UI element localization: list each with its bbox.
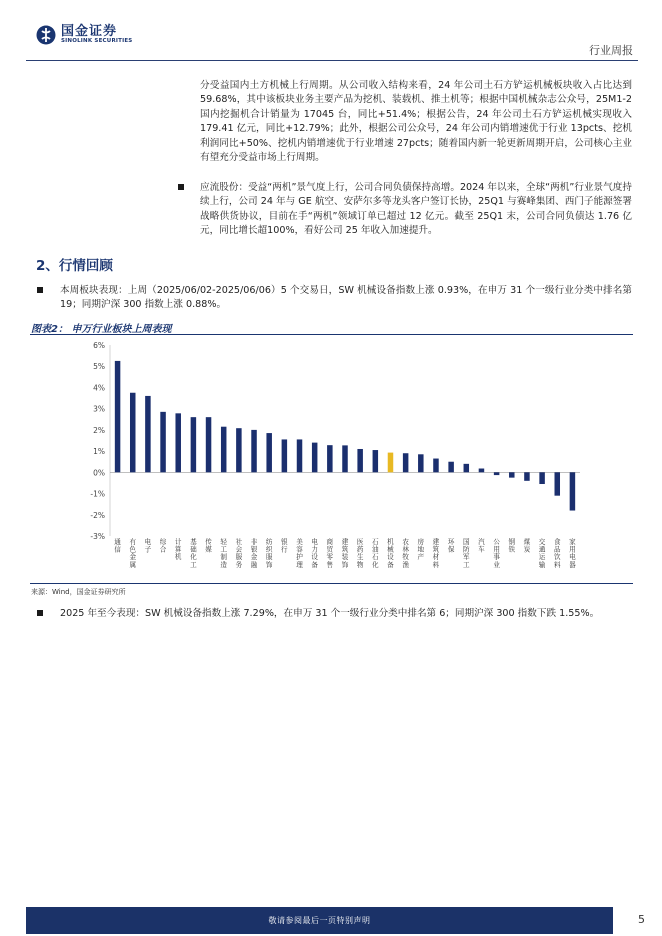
paragraph-ytd-performance: 2025 年至今表现：SW 机械设备指数上涨 7.29%，在申万 31 个一级行业分类中排名第 6；同期沪深 300 指数下跌 1.55%。	[60, 608, 600, 619]
footer-bar	[26, 907, 613, 934]
paragraph-yingliu: 应流股份：受益“两机”景气度上行，公司合同负债保持高增。2024 年以来，全球“两机”行业景气度持续上行，公司 24 年与 GE 航空、安萨尔多等龙头客户签订长协，25Q1 与赛峰集团、西门子能源签署战略供货协议，目前在手“两机”领域订单已超过 12 亿元。截至 25Q1 末，公司合同负债达 1.76 亿元，同比增长超100%，看好公司 25 年收入加速提升。	[200, 182, 632, 237]
x-tick-label: 计算机	[174, 538, 182, 562]
figure-source: 来源：Wind，国金证券研究所	[31, 588, 126, 596]
y-tick-label: -2%	[90, 510, 105, 520]
bar-电力设备	[312, 443, 318, 473]
y-tick-label: 6%	[93, 341, 105, 350]
x-tick-label: 社会服务	[235, 538, 243, 569]
bar-通信	[115, 361, 121, 472]
paragraph-continuation: 分受益国内土方机械上行周期。从公司收入结构来看，24 年公司土石方铲运机械板块收入占比达到 59.68%，其中该板块业务主要产品为挖机、装载机、推土机等；根据中国机械杂志公众号，25M1-2 国内挖掘机合计销量为 17045 台，同比+51.4%；根据公告，24 年公司土石方铲运机械实现收入 179.41 亿元，同比+12.79%；此外，根据公司公众号，24 年公司内销增速优于行业 13pcts、挖机利润同比+50%、挖机内销增速优于行业增速 27pcts；随着国内新一轮更新周期开启，公司核心主业有望充分受益市场上行周期。	[200, 80, 632, 164]
bar-计算机	[175, 413, 181, 472]
x-tick-label: 交通运输	[538, 538, 546, 569]
section-title: 2、行情回顾	[36, 258, 113, 274]
x-tick-label: 农林牧渔	[402, 538, 409, 569]
y-tick-label: -1%	[90, 489, 105, 499]
bullet-icon	[37, 287, 43, 293]
x-tick-label: 综合	[159, 538, 167, 554]
bar-机械设备	[388, 453, 394, 473]
y-tick-label: 3%	[93, 404, 105, 414]
bar-建筑材料	[433, 459, 439, 473]
x-tick-label: 银行	[281, 538, 288, 554]
x-tick-label: 基础化工	[190, 538, 197, 569]
bar-钢铁	[509, 472, 514, 477]
x-tick-label: 房地产	[417, 538, 425, 562]
bar-美容护理	[297, 439, 303, 472]
x-tick-label: 煤炭	[523, 538, 531, 554]
x-tick-label: 建筑装饰	[341, 538, 349, 569]
sector-performance-chart	[30, 335, 633, 583]
report-type: 行业周报	[589, 44, 633, 57]
bar-传媒	[206, 417, 212, 472]
bar-医药生物	[357, 449, 363, 472]
bar-食品饮料	[555, 472, 561, 495]
x-tick-label: 非银金融	[250, 538, 258, 569]
y-tick-label: 2%	[93, 425, 105, 435]
x-tick-label: 环保	[447, 538, 455, 554]
bar-社会服务	[236, 428, 242, 472]
bar-石油石化	[373, 450, 379, 472]
x-tick-label: 轻工制造	[220, 538, 228, 569]
bar-房地产	[418, 454, 424, 472]
y-tick-label: 5%	[93, 362, 105, 372]
x-tick-label: 公用事业	[493, 538, 500, 569]
figure-title: 图表2： 申万行业板块上周表现	[31, 324, 172, 335]
x-tick-label: 汽车	[478, 538, 485, 554]
x-tick-label: 传媒	[205, 538, 212, 554]
bar-交通运输	[539, 472, 545, 484]
bullet-icon	[37, 610, 43, 616]
figure-bottom-rule	[30, 583, 633, 584]
x-tick-label: 建筑材料	[432, 538, 440, 569]
page-header	[0, 0, 662, 62]
bar-纺织服饰	[266, 433, 272, 472]
brand-logo-icon	[36, 25, 56, 45]
x-tick-label: 国防军工	[462, 538, 470, 569]
x-tick-label: 食品饮料	[553, 538, 561, 569]
bullet-icon	[178, 184, 184, 190]
x-tick-label: 钢铁	[508, 538, 516, 554]
paragraph-weekly-performance: 本周板块表现：上周（2025/06/02-2025/06/06）5 个交易日，SW 机械设备指数上涨 0.93%，在申万 31 个一级行业分类中排名第 19；同期沪深 300 指数上涨 0.88%。	[60, 285, 632, 311]
x-tick-label: 电子	[144, 538, 152, 554]
x-tick-label: 电力设备	[311, 538, 318, 569]
x-tick-label: 机械设备	[387, 538, 394, 569]
bar-基础化工	[191, 417, 197, 472]
brand-logo	[36, 25, 132, 45]
page-number: 5	[638, 913, 645, 926]
bar-国防军工	[464, 464, 470, 472]
x-tick-label: 通信	[114, 538, 121, 554]
bar-银行	[282, 439, 288, 472]
x-tick-label: 商贸零售	[326, 538, 334, 569]
footer-disclaimer: 敬请参阅最后一页特别声明	[268, 916, 371, 925]
y-tick-label: -3%	[90, 532, 105, 541]
bar-公用事业	[494, 472, 500, 475]
x-tick-label: 石油石化	[372, 538, 379, 569]
y-tick-label: 4%	[93, 383, 105, 393]
brand-name-cn: 国金证券	[61, 24, 118, 39]
bar-综合	[160, 412, 166, 472]
bar-汽车	[479, 469, 485, 473]
bar-商贸零售	[327, 445, 333, 472]
y-tick-label: 1%	[93, 447, 105, 457]
bar-煤炭	[524, 472, 530, 480]
header-divider	[26, 60, 638, 61]
bar-非银金融	[251, 430, 257, 472]
bar-轻工制造	[221, 427, 227, 473]
bar-环保	[448, 462, 454, 473]
y-tick-label: 0%	[93, 468, 105, 478]
bar-有色金属	[130, 393, 136, 473]
x-tick-label: 医药生物	[356, 538, 364, 569]
bar-建筑装饰	[342, 445, 348, 472]
x-tick-label: 纺织服饰	[265, 538, 273, 569]
bar-农林牧渔	[403, 453, 409, 472]
bar-家用电器	[570, 472, 576, 510]
x-tick-label: 家用电器	[569, 538, 576, 569]
brand-name-en: SINOLINK SECURITIES	[61, 38, 133, 44]
bar-电子	[145, 396, 151, 472]
x-tick-label: 有色金属	[129, 538, 137, 569]
x-tick-label: 美容护理	[296, 538, 303, 569]
